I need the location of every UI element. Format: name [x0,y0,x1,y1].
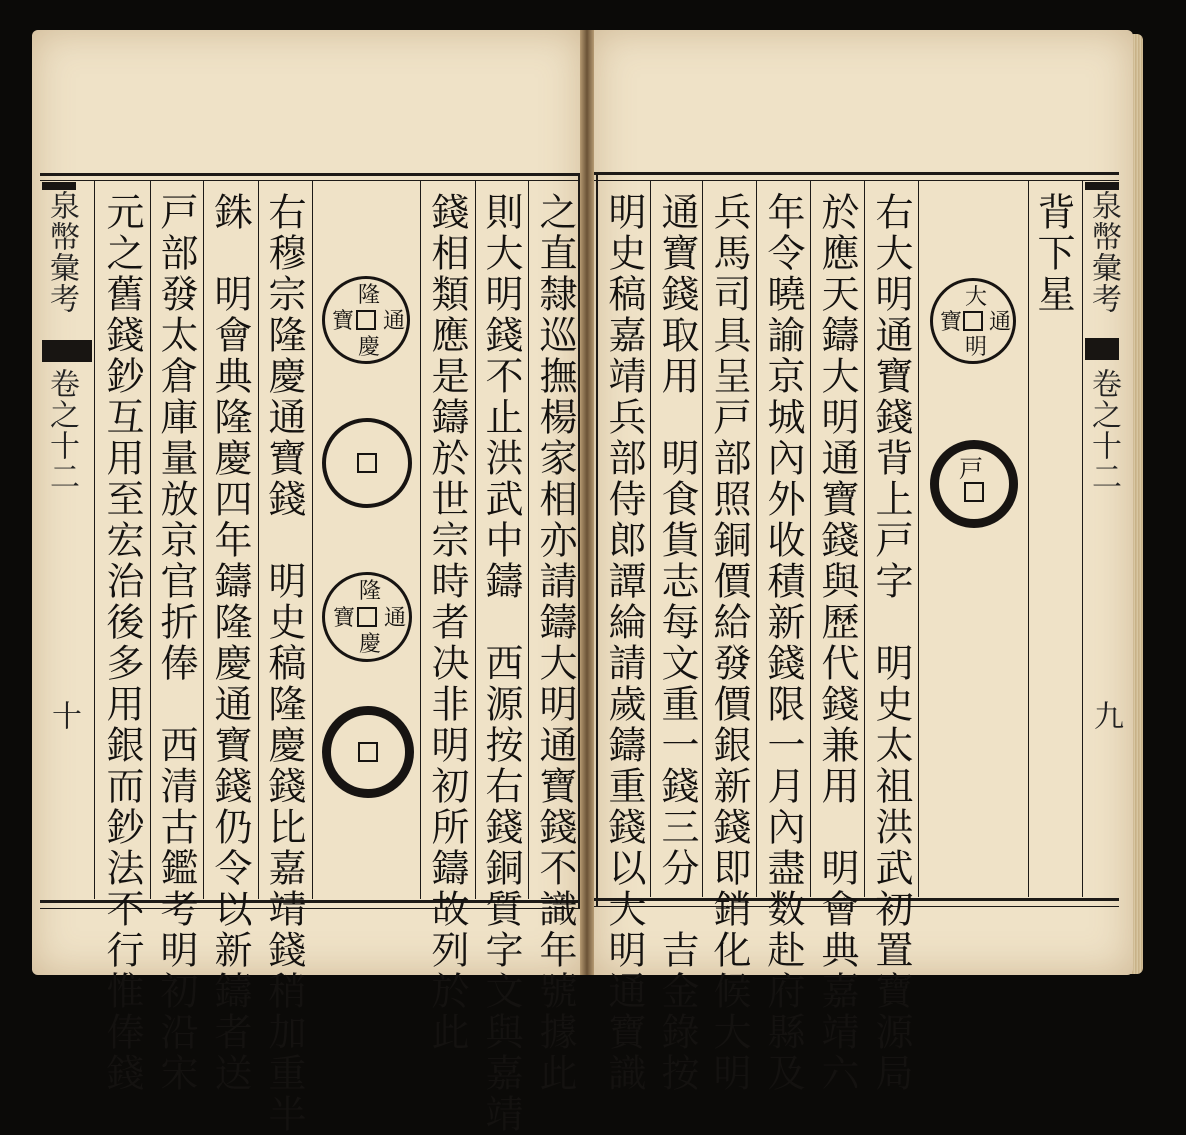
right-col-divider [702,181,703,897]
text-column: 右穆宗隆慶通寶錢 明史稿隆慶錢比嘉靖錢稍加重半 [262,192,306,1135]
right-col-divider [1028,181,1029,897]
margin-volume: 卷之十二 [1086,368,1121,492]
text-column: 銖 明會典隆慶四年鑄隆慶通寶錢仍令以新鑄者送 [208,192,252,1094]
text-column: 則大明錢不止洪武中鑄 西源按右錢銅質字文與嘉靖 [479,192,523,1135]
coin-square-hole [357,607,377,627]
book-gutter [580,30,594,975]
left-col-divider [312,181,313,899]
fishtail-mark [42,182,76,190]
coin-char-left: 寶 [940,310,963,335]
coin-square-hole [964,482,984,502]
coin-char-left: 寶 [332,309,355,334]
coin-illustration-obverse [322,276,410,364]
coin-char-top: 大 [965,285,988,310]
left-col-divider [150,181,151,899]
left-inner-border [578,173,580,909]
fishtail-mark [1085,182,1119,190]
coin-illustration-obverse [322,572,412,662]
left-col-divider [258,181,259,899]
left-col-divider [475,181,476,899]
text-column: 右大明通寶錢背上戸字 明史太祖洪武初置寶源局 [869,192,913,1094]
left-top-border-inner [40,180,580,181]
coin-square-hole [356,310,376,330]
text-column: 年令曉諭京城內外收積新錢限一月內盡数赴府縣及 [761,192,805,1094]
coin-char-bottom: 慶 [359,632,382,657]
text-column: 通寶錢取用 明食貨志每文重一錢三分 吉金錄按 [655,192,699,1094]
coin-square-hole [963,311,983,331]
coin-char-right: 通 [383,309,406,334]
coin-square-hole [358,742,378,762]
coin-char-top: 隆 [359,579,382,604]
coin-illustration-reverse [930,440,1018,528]
coin-char-top: 隆 [358,283,381,308]
text-column: 明史稿嘉靖兵部侍郎譚綸請歲鑄重錢以大明通寶識 [602,192,646,1094]
coin-square-hole [357,453,377,473]
left-col-divider [420,181,421,899]
text-column: 於應天鑄大明通寶錢與歷代錢兼用 明會典嘉靖六 [815,192,859,1094]
left-col-divider [528,181,529,899]
coin-char-bottom: 慶 [358,335,381,360]
right-page-heading: 背下星 [1031,192,1075,315]
margin-book-title: 泉幣彙考 [44,190,79,314]
coin-illustration-reverse [322,706,414,798]
fishtail-mark [1085,338,1119,360]
coin-illustration-obverse [930,278,1016,364]
coin-illustration-reverse [322,418,412,508]
right-col-divider [756,181,757,897]
left-top-border [40,173,580,176]
margin-volume: 卷之十二 [44,368,79,492]
coin-char-right: 通 [384,606,407,631]
right-col-divider [650,181,651,897]
left-col-divider [94,181,95,899]
margin-page-number: 九 [1088,700,1123,731]
right-col-divider [810,181,811,897]
right-col-divider [1082,181,1083,897]
coin-char-left: 寶 [333,606,356,631]
text-column: 戸部發太倉庫量放京官折俸 西清古鑑考明初沿宋 [154,192,198,1094]
left-col-divider [203,181,204,899]
right-inner-border [596,172,598,906]
right-col-divider [918,181,919,897]
margin-book-title: 泉幣彙考 [1086,190,1121,314]
right-top-border [594,172,1119,175]
text-column: 錢相類應是鑄於世宗時者决非明初所鑄故列於此 [425,192,469,1053]
text-column: 元之舊錢鈔互用至宏治後多用銀而鈔法不行惟俸錢 [100,192,144,1094]
coin-mark: 戸 [959,455,983,483]
fishtail-mark [42,340,92,362]
right-top-border-inner [594,180,1119,181]
right-col-divider [864,181,865,897]
margin-page-number: 十 [46,700,81,731]
text-column: 之直隸巡撫楊家相亦請鑄大明通寶錢不識年號據此 [533,192,577,1094]
coin-char-bottom: 明 [965,335,988,360]
text-column: 兵馬司具呈戸部照銅價給發價銀新錢即銷化候大明 [707,192,751,1094]
coin-char-right: 通 [989,310,1012,335]
